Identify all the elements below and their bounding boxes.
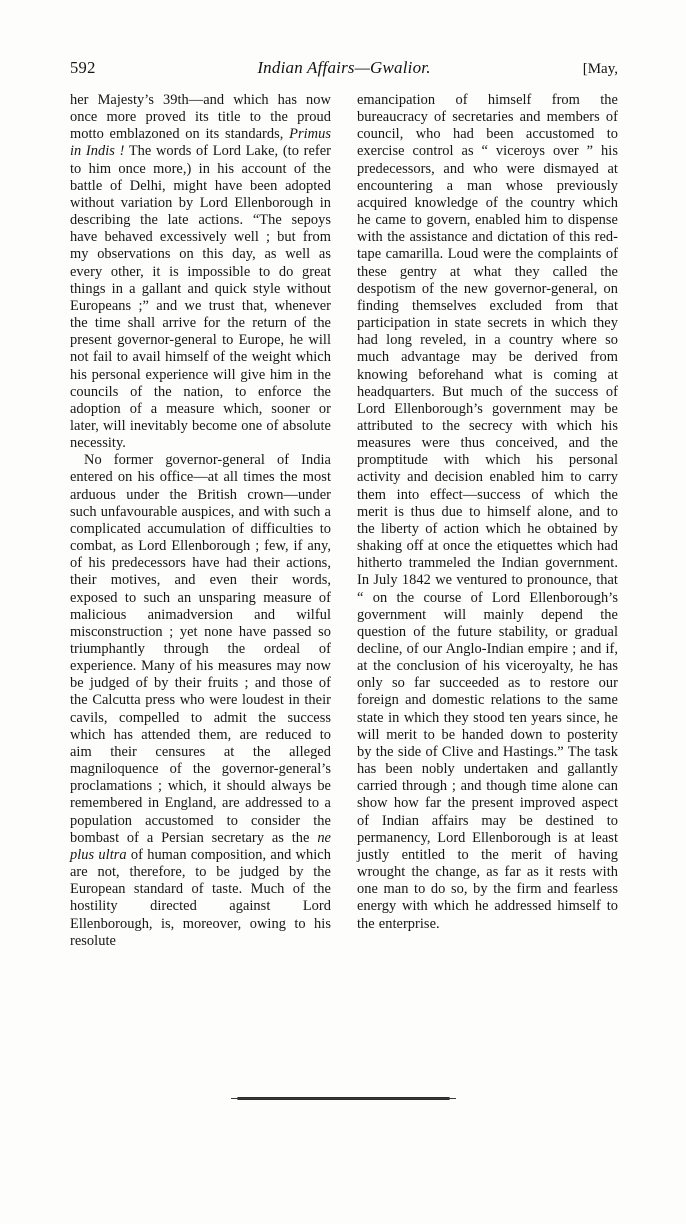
right-column (357, 92, 618, 950)
left-column (70, 92, 331, 950)
text-columns (70, 92, 618, 950)
paragraph (70, 92, 331, 452)
paragraph (357, 92, 618, 933)
running-title: Indian Affairs—Gwalior. (257, 58, 431, 77)
body-text: of human composition, and which are not, therefore, to be judged by the European standard of taste. Much of the hostility directed against Lord Ellenborough, is, moreover, owing to his resolute (70, 846, 331, 949)
body-text: emancipation of himself from the bureaucracy of secretaries and members of council, who had been accustomed to exercise control as “ viceroys over ” his predecessors, and who were dismayed at encountering a man whose previously acquired knowledge of the country which he came to govern, enabled him to dispense with the assistance and dictation of this red-tape camarilla. Loud were the complaints of these gentry at what they called the despotism of the new governor-general, on finding themselves excluded from that participation in state secrets in which they had long reveled, in a country where so much advantage may be derived from knowing beforehand what is coming at headquarters. But much of the success of Lord Ellenborough’s government may be attributed to the secrecy with which his measures were thus conceived, and the promptitude with which his personal activity and decision enabled him to carry them into effect—success of which the merit is thus due to himself alone, and to the liberty of action which he obtained by shaking off at once the etiquettes which had hitherto trammeled the Indian government. In July 1842 we ventured to pronounce, that “ on the course of Lord Ellenborough’s government will mainly depend the question of the future stability, or gradual decline, of our Anglo-Indian empire ; and if, at the conclusion of his viceroyalty, he has only so far succeeded as to restore our foreign and domestic relations to the same state in which they stood ten years since, he will merit to be handed down to posterity by the side of Clive and Hastings.” The task has been nobly undertaken and gallantly carried through ; and though time alone can show how far the present improved aspect of Indian affairs may be destined to permanency, Lord Ellenborough is at least justly entitled to the merit of having wrought the change, as far as it rests with one man to do so, by the firm and fearless energy with which he addressed himself to the enterprise. (357, 92, 618, 932)
body-text: No former governor-general of India entered on his office—at all times the most arduous under the British crown—under such unfavourable auspices, and with such a complicated accumulation of difficulties to combat, as Lord Ellenborough ; few, if any, of his predecessors have had their actions, their motives, and even their words, exposed to such an unsparing measure of malicious animadversion and wilful misconstruction ; yet none have passed so triumphantly through the ordeal of experience. Many of his measures may now be judged of by their fruits ; and those of the Calcutta press who were loudest in their cavils, compelled to admit the success which has attended them, are reduced to aim their censures at the alleged magniloquence of the governor-general’s proclamations ; which, it should always be remembered in England, are addressed to a population accustomed to consider the bombast of a Persian secretary as the (70, 452, 331, 846)
body-text: her Majesty’s 39th—and which has now once more proved its title to the proud motto emblazoned on its standards, (70, 92, 331, 143)
body-text: The words of Lord Lake, (to refer to him once more,) in his account of the battle of Delhi, might have been adopted without variation by Lord Ellenborough in describing the late actions. “The sepoys have behaved excessively well ; but from my observations on this day, as well as every other, it is impossible to do great things in a gallant and quick style without Europeans ;” and we trust that, whenever the time shall arrive for the return of the present governor-general to Europe, he will not fail to avail himself of the weight which his personal experience will give him in the councils of the nation, to enforce the adoption of a measure which, sooner or later, will inevitably become one of absolute necessity. (70, 143, 331, 452)
italic-phrase: Primus in Indis ! (70, 126, 331, 160)
end-rule-ornament (237, 1097, 450, 1100)
issue-month: [May, (582, 61, 618, 77)
italic-phrase: ne plus ultra (70, 829, 331, 863)
page-number: 592 (70, 58, 96, 77)
paragraph (70, 452, 331, 950)
page-header (70, 58, 618, 80)
